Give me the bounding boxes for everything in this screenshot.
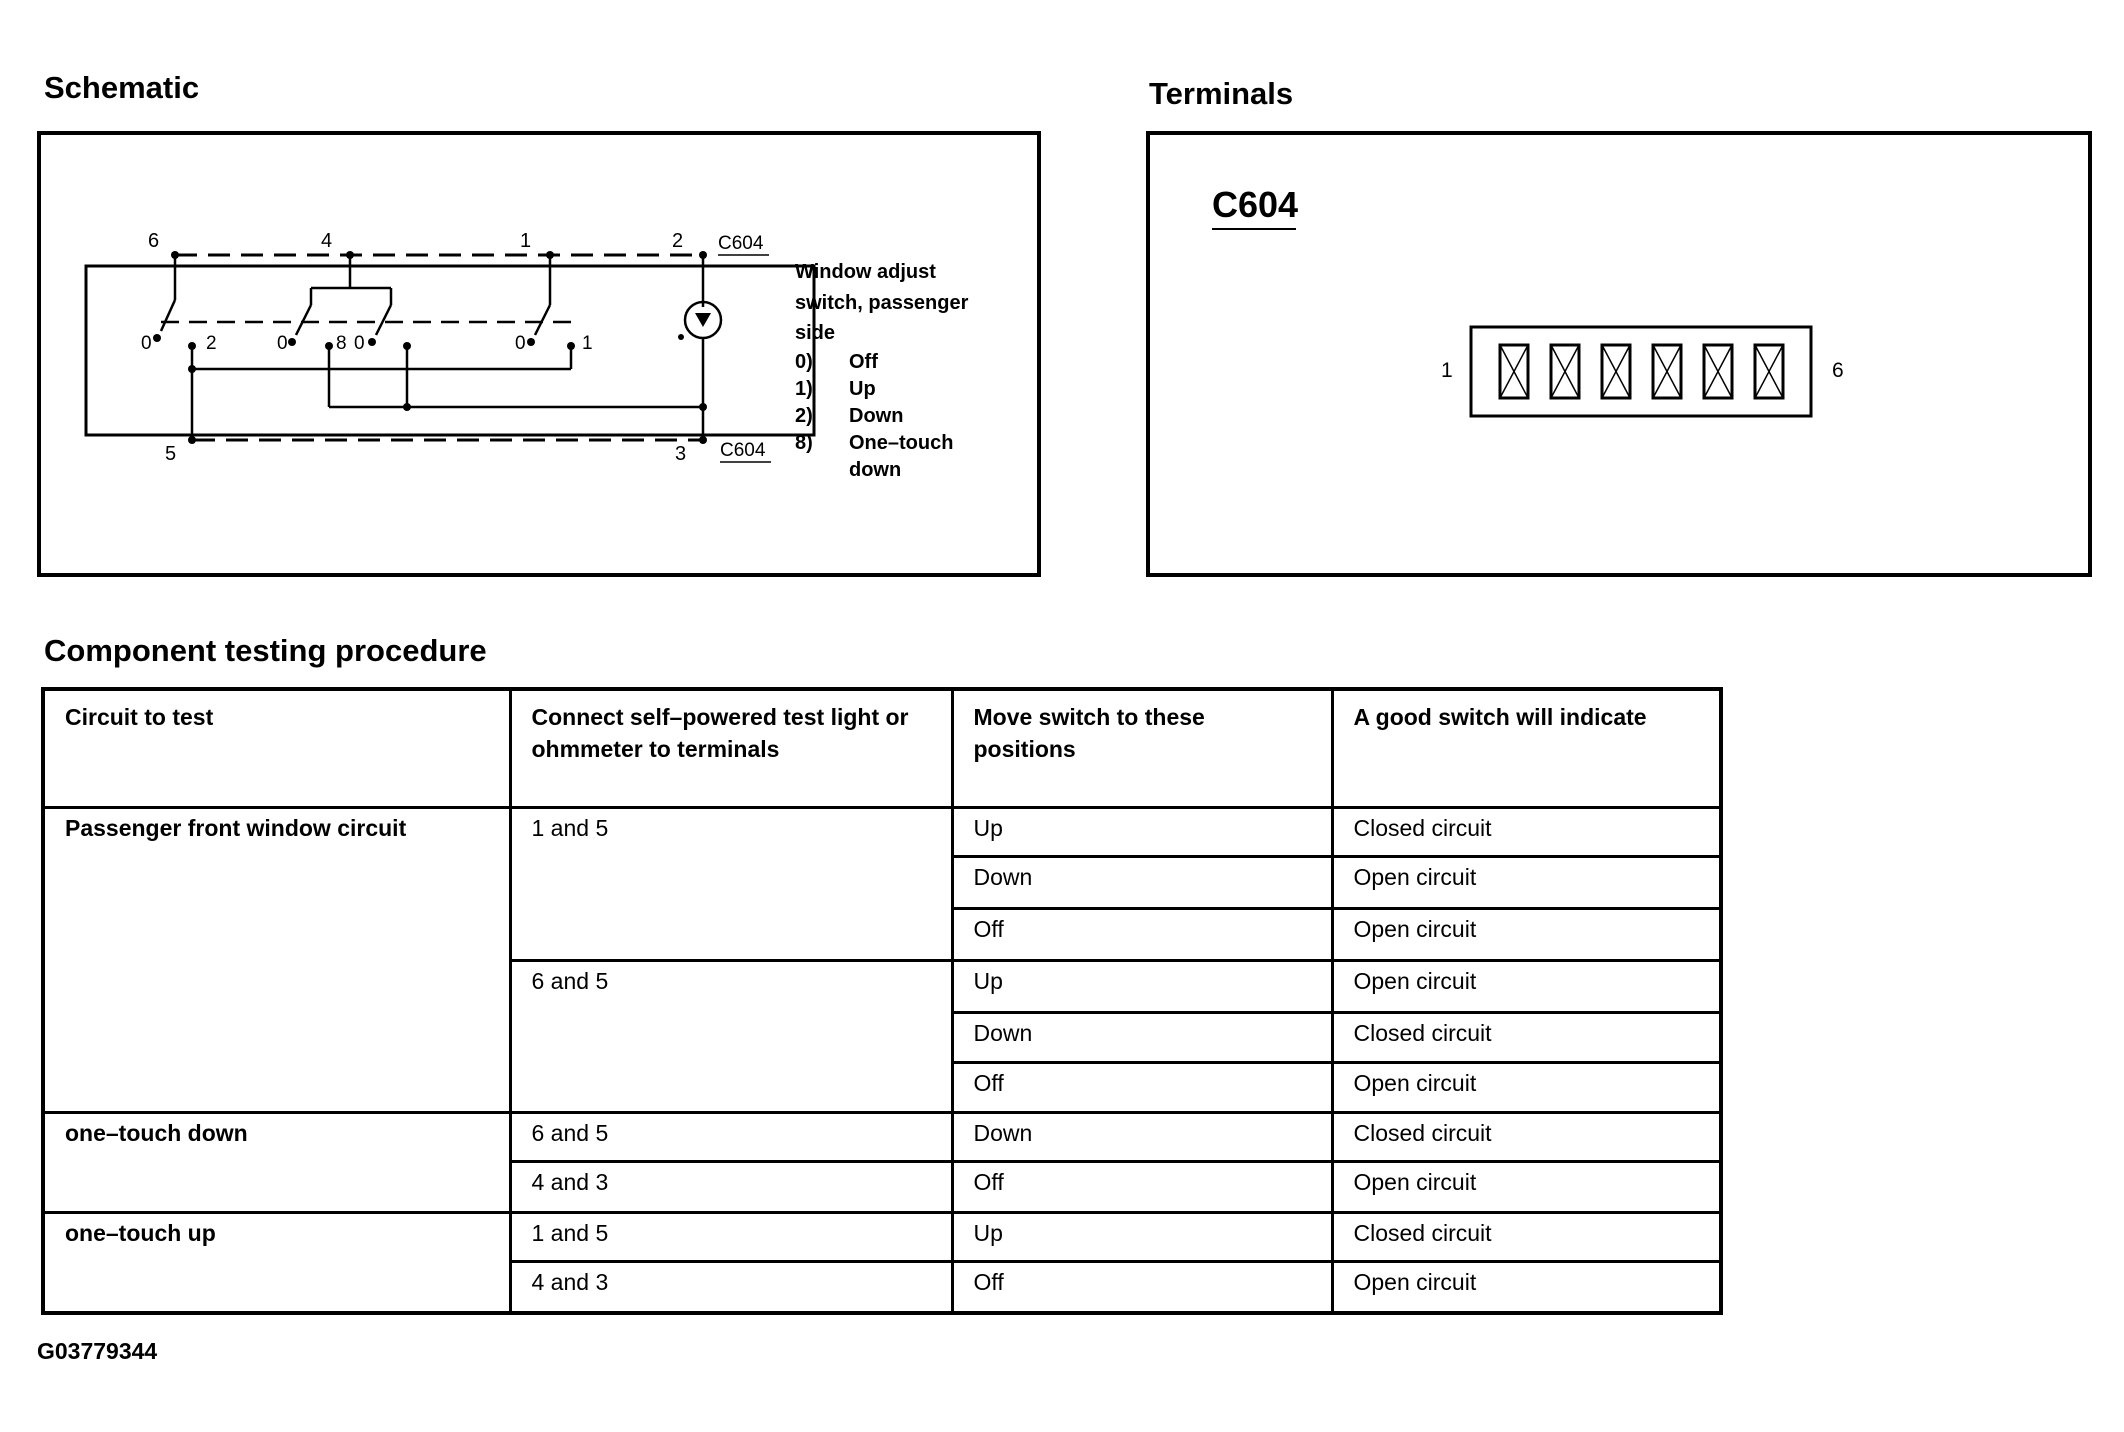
schematic-title: Schematic <box>44 70 200 105</box>
contact-label: 8 <box>336 333 347 354</box>
pin-label: 1 <box>520 230 532 252</box>
circuit-cell: Passenger front window circuit <box>43 807 510 1112</box>
legend-title-line: switch, passenger <box>795 291 969 314</box>
contact-label: 1 <box>582 333 593 354</box>
result-cell: Open circuit <box>1332 1063 1721 1113</box>
position-cell: Up <box>952 960 1332 1012</box>
position-cell: Up <box>952 1213 1332 1262</box>
terminals-drawing <box>1150 135 2088 573</box>
table-row <box>43 1113 1721 1162</box>
position-cell: Down <box>952 1113 1332 1162</box>
legend-key: 2) <box>795 404 813 427</box>
result-cell: Open circuit <box>1332 1162 1721 1213</box>
table-header-cell: A good switch will indicate <box>1332 689 1721 807</box>
result-cell: Closed circuit <box>1332 1113 1721 1162</box>
contact-label: 0 <box>354 333 365 354</box>
result-cell: Closed circuit <box>1332 807 1721 856</box>
pin-label: 5 <box>165 443 177 465</box>
legend-key <box>795 457 849 484</box>
legend-key: 0) <box>795 350 813 373</box>
terminal-pin-cavity <box>1602 345 1630 398</box>
legend-title-line: Window adjust <box>795 261 936 283</box>
contact-label: 0 <box>515 333 526 354</box>
terminals-cell: 6 and 5 <box>510 960 952 1112</box>
figure-id: G03779344 <box>37 1338 158 1364</box>
legend-key: 8) <box>795 431 813 454</box>
pin-label: 6 <box>148 230 160 252</box>
connector-id: C604 <box>1212 184 1299 225</box>
legend-title-line: side <box>795 322 836 344</box>
legend-item <box>795 349 968 376</box>
position-cell: Down <box>952 1013 1332 1063</box>
procedure-title: Component testing procedure <box>44 633 487 668</box>
terminals-panel <box>1146 131 2092 577</box>
result-cell: Open circuit <box>1332 960 1721 1012</box>
terminal-pin-cavity <box>1500 345 1528 398</box>
circuit-cell: one–touch up <box>43 1213 510 1313</box>
table-header-row <box>43 689 1721 807</box>
legend-key: 1) <box>795 377 813 400</box>
result-cell: Closed circuit <box>1332 1213 1721 1262</box>
legend-value: Up <box>849 377 876 400</box>
result-cell: Open circuit <box>1332 856 1721 908</box>
connector-label-top: C604 <box>718 233 764 254</box>
table-header-cell: Circuit to test <box>43 689 510 807</box>
pin-label: 4 <box>321 230 333 252</box>
table-header-cell: Connect self–powered test light or ohmmeter to terminals <box>510 689 952 807</box>
contact-label: 0 <box>277 333 288 354</box>
pin-label: 2 <box>672 230 684 252</box>
terminal-pin-cavity <box>1551 345 1579 398</box>
terminals-cell: 4 and 3 <box>510 1162 952 1213</box>
schematic-legend <box>795 257 968 484</box>
legend-value: Down <box>849 404 904 427</box>
terminal-pin-cavity <box>1653 345 1681 398</box>
table-row <box>43 807 1721 856</box>
position-cell: Down <box>952 856 1332 908</box>
terminal-pin-cavity <box>1755 345 1783 398</box>
table-header-cell: Move switch to these positions <box>952 689 1332 807</box>
terminals-cell: 4 and 3 <box>510 1262 952 1313</box>
result-cell: Open circuit <box>1332 908 1721 960</box>
legend-item <box>795 376 968 403</box>
legend-item <box>795 403 968 430</box>
result-cell: Closed circuit <box>1332 1013 1721 1063</box>
position-cell: Off <box>952 1063 1332 1113</box>
contact-label: 2 <box>206 333 217 354</box>
procedure-table <box>41 687 1723 1315</box>
legend-item <box>795 457 968 484</box>
result-cell: Open circuit <box>1332 1262 1721 1313</box>
legend-value: Off <box>849 350 878 373</box>
position-cell: Off <box>952 1262 1332 1313</box>
pin-label: 3 <box>675 443 687 465</box>
legend-value: One–touch <box>849 431 954 454</box>
connector-label-bottom: C604 <box>720 440 766 461</box>
terminals-cell: 1 and 5 <box>510 1213 952 1262</box>
legend-item <box>795 430 968 457</box>
terminals-title: Terminals <box>1149 76 1294 111</box>
position-cell: Up <box>952 807 1332 856</box>
connector-body <box>1471 327 1811 416</box>
connector-pins <box>1500 345 1783 398</box>
terminals-cell: 1 and 5 <box>510 807 952 960</box>
terminals-cell: 6 and 5 <box>510 1113 952 1162</box>
terminal-pin-cavity <box>1704 345 1732 398</box>
terminal-pin-last: 6 <box>1832 359 1844 382</box>
circuit-cell: one–touch down <box>43 1113 510 1213</box>
position-cell: Off <box>952 1162 1332 1213</box>
legend-value: down <box>849 458 902 481</box>
table-row <box>43 1213 1721 1262</box>
position-cell: Off <box>952 908 1332 960</box>
contact-label: 0 <box>141 333 152 354</box>
terminal-pin-first: 1 <box>1441 359 1453 382</box>
